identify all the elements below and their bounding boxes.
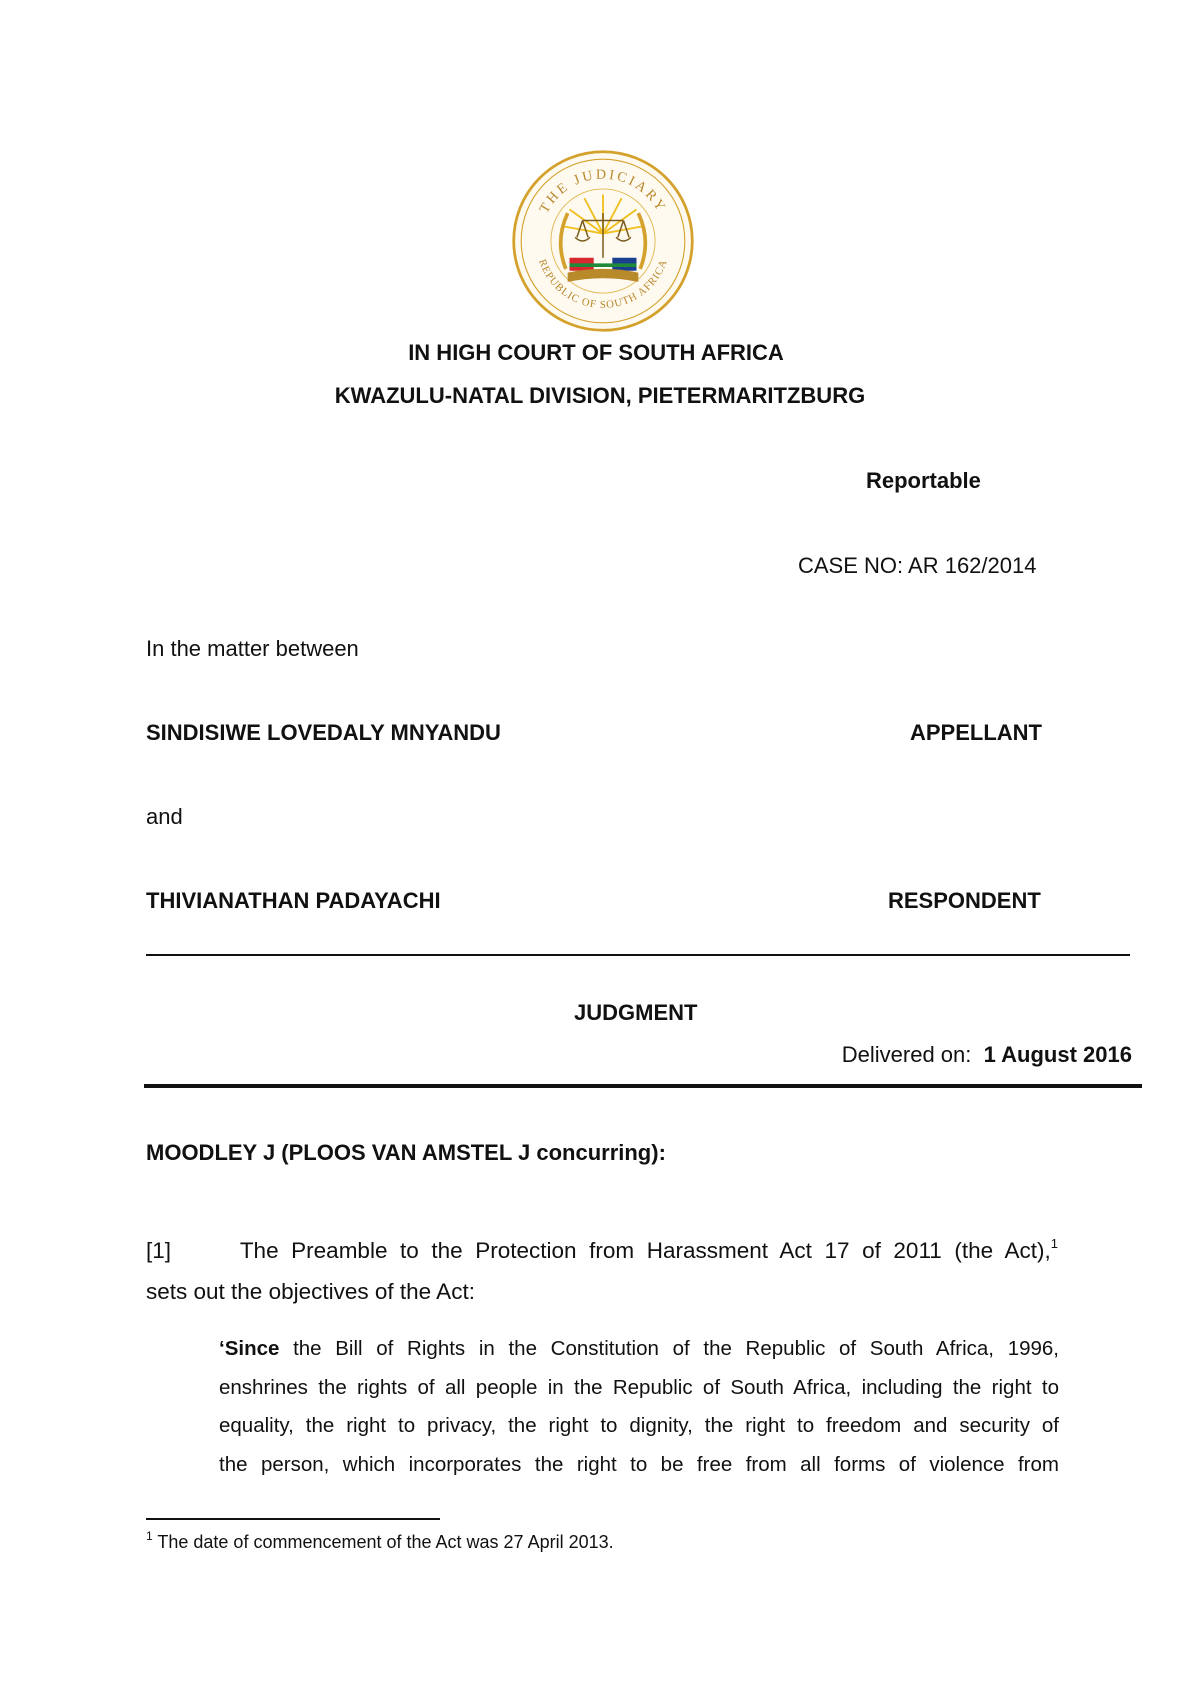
footnote-separator <box>146 1518 440 1520</box>
footnote-number: 1 <box>146 1529 153 1543</box>
appellant-role: APPELLANT <box>910 720 1042 745</box>
paragraph-1-line2: sets out the objectives of the Act: <box>146 1279 475 1304</box>
quote-line4: the person, which incorporates the right to be free from all forms of violence from <box>219 1452 1059 1476</box>
footnote-text: The date of commencement of the Act was 27 April 2013. <box>157 1532 614 1552</box>
matter-intro: In the matter between <box>146 636 359 661</box>
preamble-quote <box>219 1330 1059 1484</box>
paragraph-1-text: The Preamble to the Protection from Harassment Act 17 of 2011 (the Act), <box>239 1238 1051 1263</box>
party-conjunction: and <box>146 804 183 829</box>
delivered-line <box>842 1042 1132 1068</box>
court-name-line2: KWAZULU-NATAL DIVISION, PIETERMARITZBURG <box>334 383 866 408</box>
seal-top-text: THE JUDICIARY <box>537 167 669 216</box>
quote-line1 <box>219 1330 1059 1369</box>
judgment-title: JUDGMENT <box>574 1000 698 1025</box>
reportable-label: Reportable <box>866 468 981 493</box>
separator-line <box>146 954 1130 956</box>
paragraph-number: [1] <box>146 1238 172 1263</box>
judiciary-seal <box>510 148 696 334</box>
quote-lead: ‘Since <box>219 1337 280 1360</box>
respondent-role: RESPONDENT <box>888 888 1041 913</box>
judgment-divider <box>144 1084 1142 1088</box>
paragraph-1 <box>146 1230 1058 1312</box>
quote-line3: equality, the right to privacy, the right to dignity, the right to freedom and security of <box>219 1414 1059 1437</box>
delivered-label: Delivered on: <box>841 1042 972 1067</box>
coram: MOODLEY J (PLOOS VAN AMSTEL J concurring): <box>146 1140 666 1165</box>
case-number: CASE NO: AR 162/2014 <box>798 553 1037 578</box>
court-name-line1: IN HIGH COURT OF SOUTH AFRICA <box>408 340 784 365</box>
footnote <box>146 1529 614 1553</box>
delivered-date: 1 August 2016 <box>983 1042 1132 1067</box>
seal-bottom-text: REPUBLIC OF SOUTH AFRICA <box>536 257 670 311</box>
quote-line2: enshrines the rights of all people in the Republic of South Africa, including the right to <box>219 1375 1059 1399</box>
paragraph-1-line1 <box>146 1230 1058 1271</box>
respondent-name: THIVIANATHAN PADAYACHI <box>146 888 441 913</box>
footnote-ref: 1 <box>1050 1236 1058 1251</box>
quote-line1-text: the Bill of Rights in the Constitution of the Republic of South Africa, 1996, <box>293 1337 1059 1360</box>
appellant-name: SINDISIWE LOVEDALY MNYANDU <box>146 720 501 745</box>
